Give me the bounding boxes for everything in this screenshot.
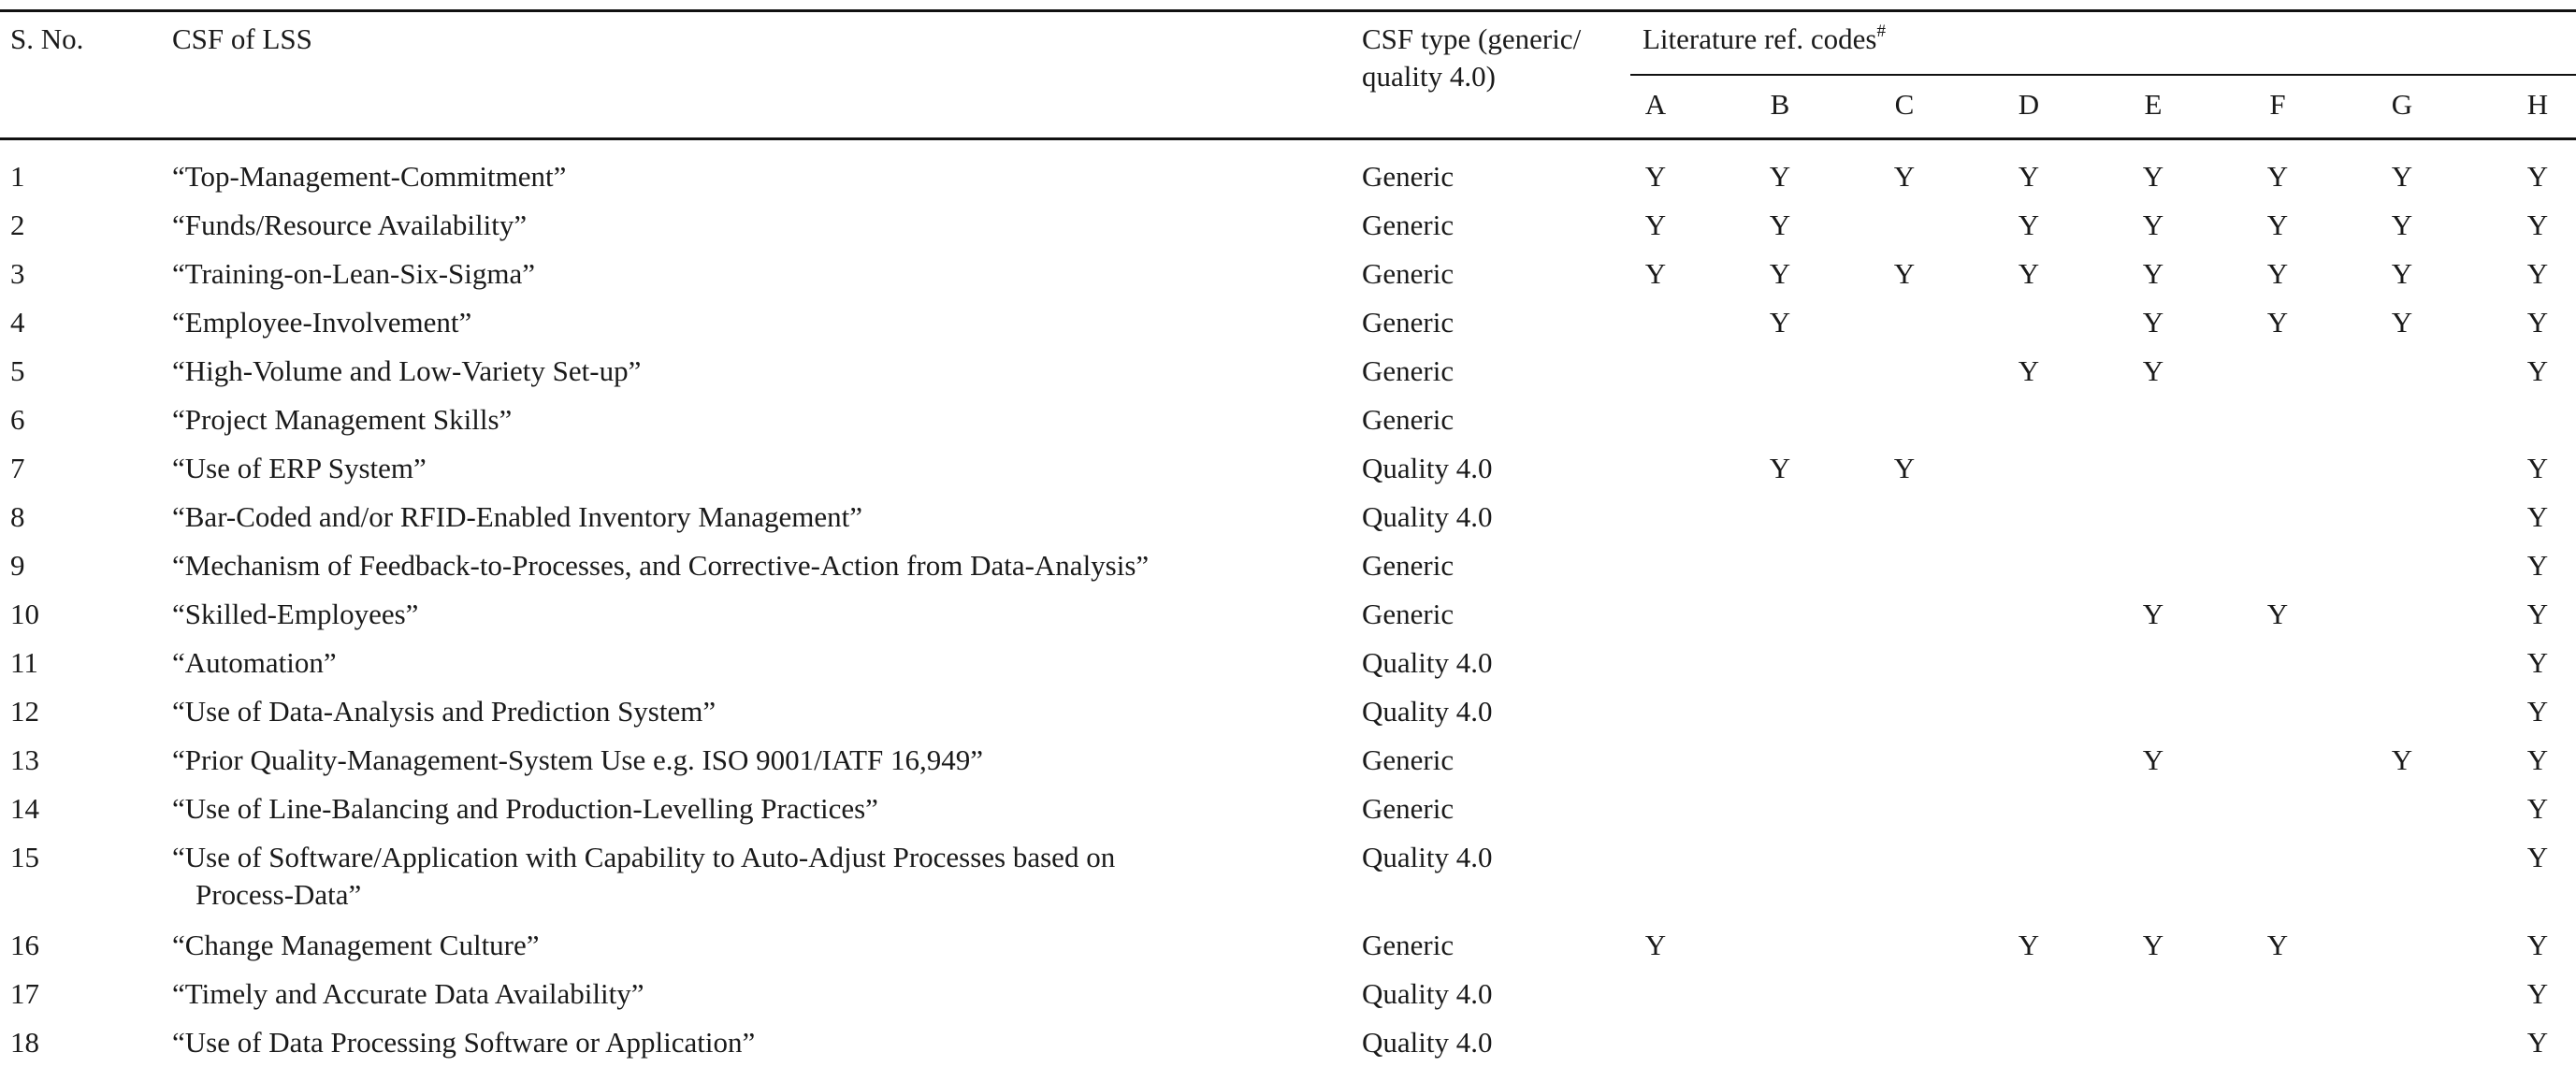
row-number: 14 — [10, 792, 39, 825]
ref-cell-a: Y — [1644, 929, 1667, 961]
ref-cell-f: Y — [2266, 306, 2289, 339]
ref-cell-e: Y — [2142, 743, 2164, 776]
row-csf: “Automation” — [172, 646, 337, 679]
ref-cell-e: Y — [2142, 306, 2164, 339]
ref-cell-h: Y — [2526, 598, 2549, 630]
ref-cell-f: Y — [2266, 209, 2289, 241]
ref-cell-g: Y — [2391, 160, 2413, 193]
header-literature-mark: # — [1876, 22, 1886, 41]
row-number: 17 — [10, 977, 39, 1010]
row-csf: “Timely and Accurate Data Availability” — [172, 977, 644, 1010]
ref-cell-h: Y — [2526, 646, 2549, 679]
row-number: 10 — [10, 598, 39, 630]
ref-cell-e: Y — [2142, 160, 2164, 193]
ref-cell-e: Y — [2142, 929, 2164, 961]
row-number: 18 — [10, 1026, 39, 1059]
row-csf: “Project Management Skills” — [172, 403, 513, 436]
header-code-e: E — [2144, 88, 2163, 121]
ref-cell-g: Y — [2391, 209, 2413, 241]
ref-cell-e: Y — [2142, 354, 2164, 387]
row-csf: “Use of Software/Application with Capability to Auto-Adjust Processes based on — [172, 841, 1116, 873]
row-csf-type: Quality 4.0 — [1362, 977, 1493, 1010]
ref-cell-h: Y — [2526, 257, 2549, 290]
row-number: 12 — [10, 695, 39, 728]
ref-cell-d: Y — [2018, 354, 2040, 387]
row-number: 6 — [10, 403, 25, 436]
row-number: 16 — [10, 929, 39, 961]
ref-cell-b: Y — [1769, 209, 1791, 241]
row-csf-type: Generic — [1362, 743, 1454, 776]
ref-cell-c: Y — [1893, 452, 1916, 484]
ref-cell-a: Y — [1644, 160, 1667, 193]
row-number: 7 — [10, 452, 25, 484]
ref-cell-h: Y — [2526, 792, 2549, 825]
row-csf: “Prior Quality-Management-System Use e.g. ISO 9001/IATF 16,949” — [172, 743, 984, 776]
row-csf: “Employee-Involvement” — [172, 306, 472, 339]
row-csf-type: Quality 4.0 — [1362, 1026, 1493, 1059]
row-csf-type: Quality 4.0 — [1362, 500, 1493, 533]
row-csf: “Skilled-Employees” — [172, 598, 419, 630]
row-number: 2 — [10, 209, 25, 241]
ref-cell-d: Y — [2018, 209, 2040, 241]
ref-cell-d: Y — [2018, 257, 2040, 290]
ref-cell-h: Y — [2526, 1026, 2549, 1059]
row-number: 4 — [10, 306, 25, 339]
row-csf-continuation: Process-Data” — [195, 878, 362, 911]
row-csf-type: Generic — [1362, 598, 1454, 630]
ref-cell-h: Y — [2526, 695, 2549, 728]
ref-cell-f: Y — [2266, 598, 2289, 630]
header-literature-label: Literature ref. codes — [1643, 22, 1877, 55]
ref-cell-e: Y — [2142, 598, 2164, 630]
ref-cell-h: Y — [2526, 452, 2549, 484]
header-csf-type-line1: CSF type (generic/ — [1362, 22, 1582, 55]
row-csf-type: Generic — [1362, 306, 1454, 339]
ref-cell-g: Y — [2391, 257, 2413, 290]
row-number: 1 — [10, 160, 25, 193]
ref-cell-d: Y — [2018, 929, 2040, 961]
row-number: 13 — [10, 743, 39, 776]
ref-cell-e: Y — [2142, 209, 2164, 241]
header-bottom-rule — [0, 137, 2576, 140]
row-csf: “Change Management Culture” — [172, 929, 540, 961]
header-csf-type-line2: quality 4.0) — [1362, 60, 1496, 93]
row-csf-type: Generic — [1362, 354, 1454, 387]
ref-cell-b: Y — [1769, 452, 1791, 484]
row-csf-type: Quality 4.0 — [1362, 646, 1493, 679]
header-code-a: A — [1644, 88, 1667, 121]
ref-cell-a: Y — [1644, 209, 1667, 241]
ref-cell-d: Y — [2018, 160, 2040, 193]
row-csf: “Top-Management-Commitment” — [172, 160, 567, 193]
ref-cell-c: Y — [1893, 160, 1916, 193]
row-csf-type: Quality 4.0 — [1362, 841, 1493, 873]
ref-cell-e: Y — [2142, 257, 2164, 290]
ref-cell-h: Y — [2526, 209, 2549, 241]
ref-cell-g: Y — [2391, 306, 2413, 339]
row-csf: “Use of Data-Analysis and Prediction System” — [172, 695, 716, 728]
ref-cell-h: Y — [2526, 929, 2549, 961]
ref-cell-h: Y — [2526, 549, 2549, 582]
row-number: 5 — [10, 354, 25, 387]
ref-cell-h: Y — [2526, 306, 2549, 339]
row-number: 9 — [10, 549, 25, 582]
row-csf-type: Generic — [1362, 160, 1454, 193]
row-csf-type: Generic — [1362, 929, 1454, 961]
row-csf-type: Quality 4.0 — [1362, 695, 1493, 728]
ref-cell-h: Y — [2526, 500, 2549, 533]
row-csf: “Funds/Resource Availability” — [172, 209, 528, 241]
row-csf: “Use of ERP System” — [172, 452, 427, 484]
literature-subheader-rule — [1630, 74, 2576, 76]
ref-cell-c: Y — [1893, 257, 1916, 290]
row-csf-type: Generic — [1362, 792, 1454, 825]
header-code-h: H — [2526, 88, 2549, 121]
ref-cell-b: Y — [1769, 306, 1791, 339]
ref-cell-h: Y — [2526, 354, 2549, 387]
ref-cell-f: Y — [2266, 929, 2289, 961]
header-sno: S. No. — [10, 22, 84, 55]
row-csf-type: Generic — [1362, 209, 1454, 241]
header-csf: CSF of LSS — [172, 22, 312, 55]
header-code-c: C — [1894, 88, 1915, 121]
row-csf-type: Generic — [1362, 257, 1454, 290]
row-csf: “High-Volume and Low-Variety Set-up” — [172, 354, 642, 387]
row-csf: “Training-on-Lean-Six-Sigma” — [172, 257, 535, 290]
row-csf-type: Generic — [1362, 403, 1454, 436]
ref-cell-h: Y — [2526, 743, 2549, 776]
row-number: 15 — [10, 841, 39, 873]
top-rule — [0, 9, 2576, 12]
ref-cell-h: Y — [2526, 977, 2549, 1010]
header-code-f: F — [2269, 88, 2286, 121]
header-code-d: D — [2018, 88, 2040, 121]
ref-cell-h: Y — [2526, 160, 2549, 193]
row-csf: “Use of Line-Balancing and Production-Levelling Practices” — [172, 792, 878, 825]
row-csf: “Mechanism of Feedback-to-Processes, and Corrective-Action from Data-Analysis” — [172, 549, 1150, 582]
row-number: 8 — [10, 500, 25, 533]
header-code-b: B — [1770, 88, 1790, 121]
ref-cell-h: Y — [2526, 841, 2549, 873]
row-csf-type: Generic — [1362, 549, 1454, 582]
ref-cell-a: Y — [1644, 257, 1667, 290]
row-number: 3 — [10, 257, 25, 290]
row-csf: “Bar-Coded and/or RFID-Enabled Inventory Management” — [172, 500, 862, 533]
ref-cell-f: Y — [2266, 257, 2289, 290]
row-number: 11 — [10, 646, 38, 679]
ref-cell-f: Y — [2266, 160, 2289, 193]
row-csf: “Use of Data Processing Software or Application” — [172, 1026, 756, 1059]
header-code-g: G — [2391, 88, 2413, 121]
ref-cell-g: Y — [2391, 743, 2413, 776]
ref-cell-b: Y — [1769, 160, 1791, 193]
row-csf-type: Quality 4.0 — [1362, 452, 1493, 484]
ref-cell-b: Y — [1769, 257, 1791, 290]
header-literature — [1643, 23, 1886, 55]
